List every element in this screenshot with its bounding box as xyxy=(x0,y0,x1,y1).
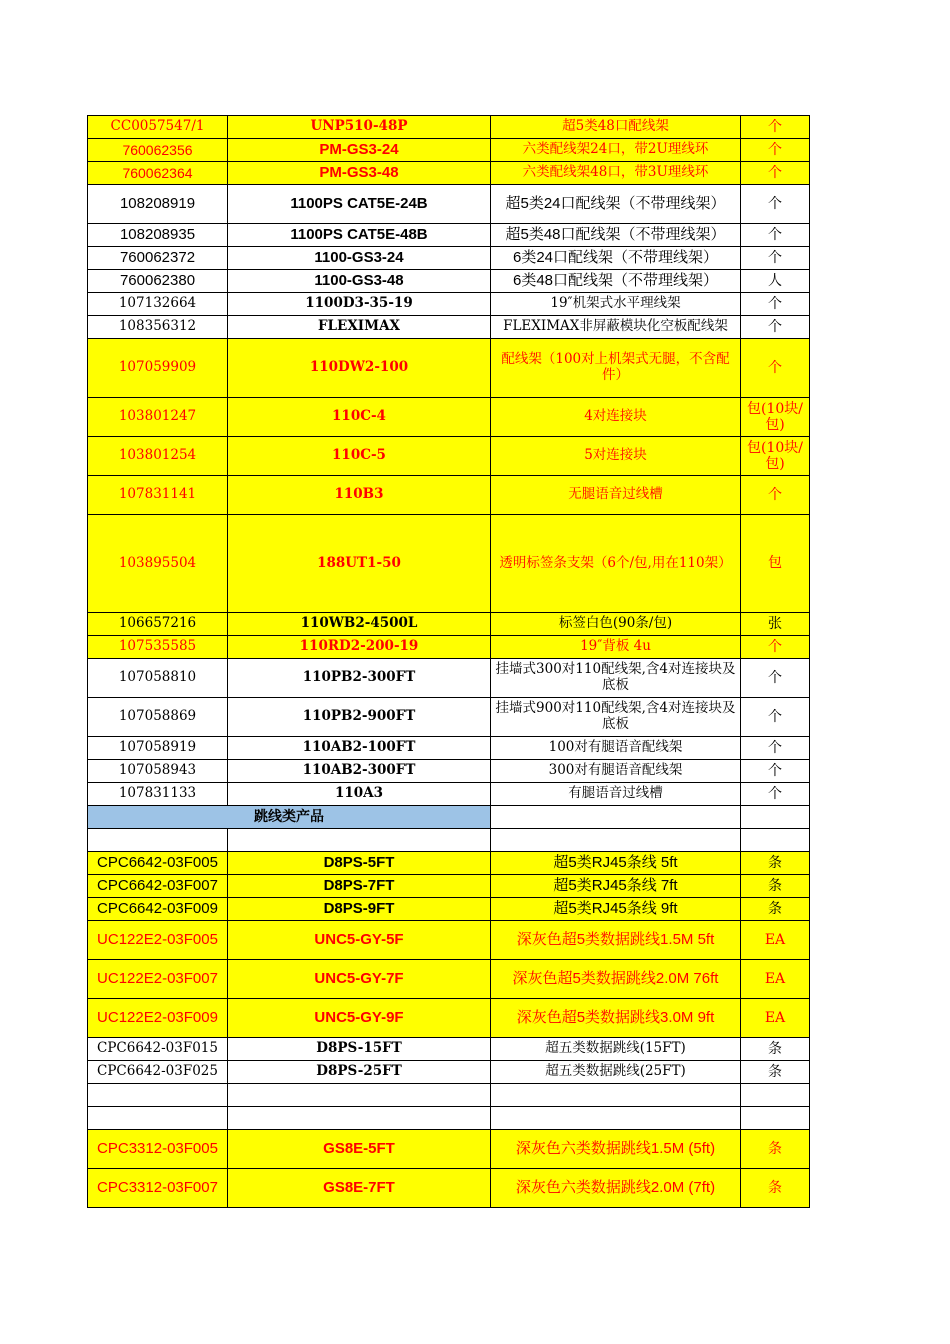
empty-cell xyxy=(491,1107,741,1130)
unit-cell: 个 xyxy=(741,698,810,737)
unit-cell: 个 xyxy=(741,185,810,224)
description-cell: 6类48口配线架（不带理线架） xyxy=(491,270,741,293)
unit-cell: 个 xyxy=(741,224,810,247)
product-code-cell: 107058869 xyxy=(88,698,228,737)
product-row xyxy=(88,737,810,760)
product-code-cell: 108208919 xyxy=(88,185,228,224)
description-cell: 挂墙式900对110配线架,含4对连接块及底板 xyxy=(491,698,741,737)
product-row xyxy=(88,783,810,806)
description-cell: 透明标签条支架（6个/包,用在110架） xyxy=(491,515,741,613)
model-cell: 110B3 xyxy=(228,476,491,515)
product-row xyxy=(88,1038,810,1061)
product-row xyxy=(88,437,810,476)
product-code-cell: UC122E2-03F009 xyxy=(88,999,228,1038)
model-cell: UNC5-GY-5F xyxy=(228,921,491,960)
product-code-cell: 760062380 xyxy=(88,270,228,293)
description-cell: 6类24口配线架（不带理线架） xyxy=(491,247,741,270)
description-cell: 标签白色(90条/包) xyxy=(491,613,741,636)
model-cell: 110C-5 xyxy=(228,437,491,476)
product-row xyxy=(88,139,810,162)
product-code-cell: UC122E2-03F007 xyxy=(88,960,228,999)
product-row xyxy=(88,636,810,659)
product-row xyxy=(88,921,810,960)
product-row xyxy=(88,898,810,921)
product-row xyxy=(88,1169,810,1208)
product-row xyxy=(88,999,810,1038)
description-cell: 300对有腿语音配线架 xyxy=(491,760,741,783)
product-code-cell: CPC6642-03F005 xyxy=(88,852,228,875)
product-code-cell: 108208935 xyxy=(88,224,228,247)
model-cell: PM-GS3-24 xyxy=(228,139,491,162)
product-row xyxy=(88,852,810,875)
product-row xyxy=(88,1061,810,1084)
product-code-cell: CC0057547/1 xyxy=(88,116,228,139)
unit-cell: 条 xyxy=(741,875,810,898)
product-row xyxy=(88,339,810,398)
empty-row xyxy=(88,829,810,852)
product-row xyxy=(88,659,810,698)
model-cell: 110PB2-300FT xyxy=(228,659,491,698)
empty-cell xyxy=(741,1107,810,1130)
product-code-cell: 107058943 xyxy=(88,760,228,783)
description-cell: 19″背板 4u xyxy=(491,636,741,659)
product-row xyxy=(88,293,810,316)
model-cell: 110AB2-100FT xyxy=(228,737,491,760)
product-row xyxy=(88,875,810,898)
model-cell: PM-GS3-48 xyxy=(228,162,491,185)
model-cell: UNP510-48P xyxy=(228,116,491,139)
unit-cell: 条 xyxy=(741,852,810,875)
product-code-cell: CPC6642-03F009 xyxy=(88,898,228,921)
model-cell: D8PS-9FT xyxy=(228,898,491,921)
description-cell: 100对有腿语音配线架 xyxy=(491,737,741,760)
product-code-cell: CPC6642-03F007 xyxy=(88,875,228,898)
product-row xyxy=(88,476,810,515)
product-code-cell: UC122E2-03F005 xyxy=(88,921,228,960)
product-row xyxy=(88,185,810,224)
description-cell: 配线架（100对上机架式无腿，不含配件） xyxy=(491,339,741,398)
model-cell: D8PS-15FT xyxy=(228,1038,491,1061)
product-row xyxy=(88,760,810,783)
description-cell: 超五类数据跳线(25FT) xyxy=(491,1061,741,1084)
model-cell: 110A3 xyxy=(228,783,491,806)
product-table xyxy=(87,115,810,1208)
description-cell: 超5类RJ45条线 5ft xyxy=(491,852,741,875)
unit-cell: 条 xyxy=(741,1130,810,1169)
unit-cell: 个 xyxy=(741,476,810,515)
unit-cell: 个 xyxy=(741,293,810,316)
product-code-cell: 107132664 xyxy=(88,293,228,316)
empty-cell xyxy=(228,829,491,852)
empty-cell xyxy=(741,829,810,852)
product-code-cell: 106657216 xyxy=(88,613,228,636)
description-cell: 有腿语音过线槽 xyxy=(491,783,741,806)
unit-cell: 个 xyxy=(741,783,810,806)
product-row xyxy=(88,224,810,247)
model-cell: 1100PS CAT5E-24B xyxy=(228,185,491,224)
model-cell: 110PB2-900FT xyxy=(228,698,491,737)
product-row xyxy=(88,1130,810,1169)
description-cell: 超5类48口配线架（不带理线架） xyxy=(491,224,741,247)
empty-row xyxy=(88,1084,810,1107)
unit-cell: 张 xyxy=(741,613,810,636)
product-row xyxy=(88,270,810,293)
product-code-cell: 107535585 xyxy=(88,636,228,659)
product-code-cell: 108356312 xyxy=(88,316,228,339)
unit-cell: 个 xyxy=(741,636,810,659)
description-cell: 深灰色超5类数据跳线1.5M 5ft xyxy=(491,921,741,960)
product-row xyxy=(88,960,810,999)
model-cell: GS8E-5FT xyxy=(228,1130,491,1169)
description-cell: 深灰色六类数据跳线2.0M (7ft) xyxy=(491,1169,741,1208)
description-cell: 超5类48口配线架 xyxy=(491,116,741,139)
product-code-cell: 760062364 xyxy=(88,162,228,185)
product-row xyxy=(88,698,810,737)
unit-cell: EA xyxy=(741,999,810,1038)
model-cell: 1100D3-35-19 xyxy=(228,293,491,316)
section-title: 跳线类产品 xyxy=(88,806,491,829)
product-row xyxy=(88,515,810,613)
description-cell: 六类配线架48口，带3U理线环 xyxy=(491,162,741,185)
model-cell: FLEXIMAX xyxy=(228,316,491,339)
empty-cell xyxy=(491,806,741,829)
empty-cell xyxy=(228,1107,491,1130)
model-cell: GS8E-7FT xyxy=(228,1169,491,1208)
section-header-row xyxy=(88,806,810,829)
description-cell: 5对连接块 xyxy=(491,437,741,476)
product-code-cell: 107831133 xyxy=(88,783,228,806)
product-code-cell: CPC6642-03F015 xyxy=(88,1038,228,1061)
description-cell: 超5类RJ45条线 7ft xyxy=(491,875,741,898)
description-cell: 无腿语音过线槽 xyxy=(491,476,741,515)
unit-cell: 个 xyxy=(741,162,810,185)
description-cell: 深灰色超5类数据跳线3.0M 9ft xyxy=(491,999,741,1038)
model-cell: UNC5-GY-9F xyxy=(228,999,491,1038)
product-code-cell: 107831141 xyxy=(88,476,228,515)
product-row xyxy=(88,162,810,185)
model-cell: 110WB2-4500L xyxy=(228,613,491,636)
unit-cell: 条 xyxy=(741,1038,810,1061)
product-code-cell: 103801254 xyxy=(88,437,228,476)
empty-cell xyxy=(88,1107,228,1130)
model-cell: D8PS-25FT xyxy=(228,1061,491,1084)
unit-cell: 条 xyxy=(741,1169,810,1208)
description-cell: 4对连接块 xyxy=(491,398,741,437)
model-cell: D8PS-5FT xyxy=(228,852,491,875)
unit-cell: EA xyxy=(741,960,810,999)
empty-cell xyxy=(88,829,228,852)
unit-cell: 包(10块/包) xyxy=(741,437,810,476)
model-cell: 1100PS CAT5E-48B xyxy=(228,224,491,247)
product-code-cell: 103801247 xyxy=(88,398,228,437)
product-code-cell: CPC6642-03F025 xyxy=(88,1061,228,1084)
model-cell: 110RD2-200-19 xyxy=(228,636,491,659)
product-row xyxy=(88,116,810,139)
description-cell: 深灰色超5类数据跳线2.0M 76ft xyxy=(491,960,741,999)
product-code-cell: 107058919 xyxy=(88,737,228,760)
model-cell: 1100-GS3-48 xyxy=(228,270,491,293)
product-code-cell: CPC3312-03F007 xyxy=(88,1169,228,1208)
empty-row xyxy=(88,1107,810,1130)
unit-cell: 包 xyxy=(741,515,810,613)
empty-cell xyxy=(228,1084,491,1107)
product-code-cell: 760062356 xyxy=(88,139,228,162)
unit-cell: 条 xyxy=(741,898,810,921)
description-cell: 19″机架式水平理线架 xyxy=(491,293,741,316)
unit-cell: 个 xyxy=(741,737,810,760)
product-code-cell: CPC3312-03F005 xyxy=(88,1130,228,1169)
model-cell: 110DW2-100 xyxy=(228,339,491,398)
product-code-cell: 107059909 xyxy=(88,339,228,398)
model-cell: 188UT1-50 xyxy=(228,515,491,613)
product-row xyxy=(88,247,810,270)
product-table-body xyxy=(88,116,810,1208)
product-row xyxy=(88,316,810,339)
unit-cell: 个 xyxy=(741,247,810,270)
unit-cell: 个 xyxy=(741,116,810,139)
unit-cell: 包(10块/包) xyxy=(741,398,810,437)
product-code-cell: 107058810 xyxy=(88,659,228,698)
empty-cell xyxy=(491,829,741,852)
product-code-cell: 103895504 xyxy=(88,515,228,613)
unit-cell: 条 xyxy=(741,1061,810,1084)
product-code-cell: 760062372 xyxy=(88,247,228,270)
description-cell: 超五类数据跳线(15FT) xyxy=(491,1038,741,1061)
unit-cell: 个 xyxy=(741,659,810,698)
description-cell: FLEXIMAX非屏蔽模块化空板配线架 xyxy=(491,316,741,339)
model-cell: D8PS-7FT xyxy=(228,875,491,898)
product-row xyxy=(88,613,810,636)
model-cell: 1100-GS3-24 xyxy=(228,247,491,270)
description-cell: 六类配线架24口，带2U理线环 xyxy=(491,139,741,162)
empty-cell xyxy=(741,806,810,829)
description-cell: 挂墙式300对110配线架,含4对连接块及底板 xyxy=(491,659,741,698)
empty-cell xyxy=(88,1084,228,1107)
product-row xyxy=(88,398,810,437)
unit-cell: 人 xyxy=(741,270,810,293)
unit-cell: 个 xyxy=(741,760,810,783)
unit-cell: 个 xyxy=(741,139,810,162)
unit-cell: 个 xyxy=(741,316,810,339)
empty-cell xyxy=(491,1084,741,1107)
empty-cell xyxy=(741,1084,810,1107)
model-cell: 110C-4 xyxy=(228,398,491,437)
description-cell: 超5类RJ45条线 9ft xyxy=(491,898,741,921)
model-cell: UNC5-GY-7F xyxy=(228,960,491,999)
description-cell: 超5类24口配线架（不带理线架） xyxy=(491,185,741,224)
model-cell: 110AB2-300FT xyxy=(228,760,491,783)
description-cell: 深灰色六类数据跳线1.5M (5ft) xyxy=(491,1130,741,1169)
unit-cell: EA xyxy=(741,921,810,960)
unit-cell: 个 xyxy=(741,339,810,398)
